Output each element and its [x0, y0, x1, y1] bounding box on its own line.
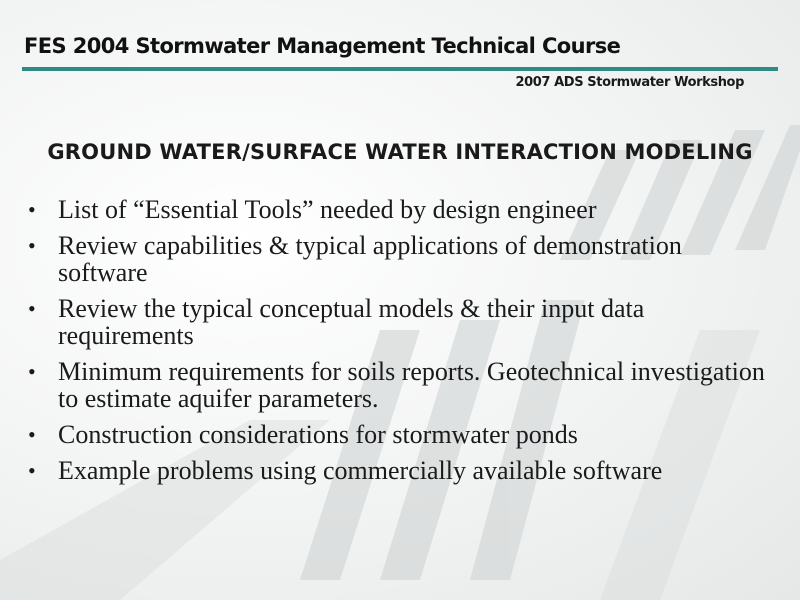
bullet-item: [28, 358, 768, 412]
course-title: FES 2004 Stormwater Management Technical Course: [24, 34, 621, 58]
bullet-icon: •: [28, 296, 36, 321]
bullet-text: Review the typical conceptual models & their input data requirements: [58, 294, 645, 350]
bullet-list: [28, 196, 768, 493]
bullet-item: [28, 196, 768, 223]
bullet-icon: •: [28, 197, 36, 222]
bullet-item: [28, 295, 768, 349]
bullet-item: [28, 421, 768, 448]
bullet-text: Minimum requirements for soils reports. Geotechnical investigation to estimate aquifer parameters.: [58, 357, 765, 413]
bullet-text: List of “Essential Tools” needed by design engineer: [58, 195, 597, 224]
bullet-item: [28, 232, 768, 286]
bullet-item: [28, 457, 768, 484]
bullet-icon: •: [28, 233, 36, 258]
bullet-text: Example problems using commercially available software: [58, 456, 663, 485]
bullet-icon: •: [28, 458, 36, 483]
slide-heading: GROUND WATER/SURFACE WATER INTERACTION MODELING: [47, 140, 753, 164]
bullet-text: Review capabilities & typical applications of demonstration software: [58, 231, 682, 287]
bullet-icon: •: [28, 422, 36, 447]
bullet-text: Construction considerations for stormwater ponds: [58, 420, 578, 449]
workshop-label: 2007 ADS Stormwater Workshop: [515, 75, 744, 90]
header-divider: [22, 67, 778, 71]
bullet-icon: •: [28, 359, 36, 384]
